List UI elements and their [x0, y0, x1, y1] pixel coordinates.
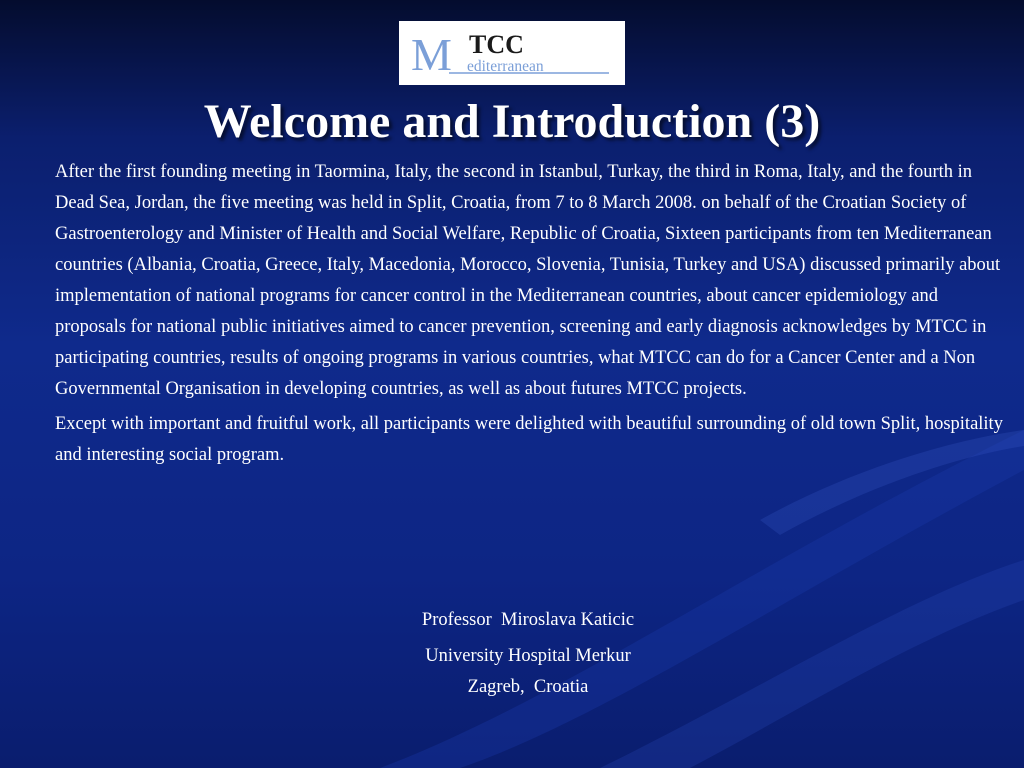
mtcc-logo-mark: [409, 27, 615, 79]
body-paragraph-1: After the first founding meeting in Taormina, Italy, the second in Istanbul, Turkay, the third in Roma, Italy, and the fourth in Dead Sea, Jordan, the five meeting was held in Split, Croatia, from 7 to 8 March 2008. on behalf of the Croatian Society of Gastroenterology and Minister of Health and Social Welfare, Republic of Croatia, Sixteen participants from ten Mediterranean countries (Albania, Croatia, Greece, Italy, Macedonia, Morocco, Slovenia, Tunisia, Turkey and USA) discussed primarily about implementation of national programs for cancer control in the Mediterranean countries, about cancer epidemiology and proposals for national public initiatives aimed to cancer prevention, screening and early diagnosis acknowledges by MTCC in participating countries, results of ongoing programs in various countries, what MTCC can do for a Cancer Center and a Non Governmental Organisation in developing countries, as well as about futures MTCC projects.: [55, 162, 1001, 399]
logo-bottom-text: editerranean: [467, 58, 544, 75]
signature-name: Professor Miroslava Katicic: [421, 610, 635, 630]
logo-big-letter: M: [411, 29, 452, 79]
signature-location: Zagreb, Croatia: [467, 677, 589, 697]
slide-body: [55, 157, 1005, 475]
logo-top-text: TCC: [469, 30, 524, 59]
slide-title: Welcome and Introduction (3): [203, 95, 821, 148]
signature-affiliation: University Hospital Merkur: [425, 646, 631, 666]
signature-block: [0, 605, 1024, 703]
mtcc-logo: [399, 21, 625, 85]
body-paragraph-2: Except with important and fruitful work, all participants were delighted with beautiful surrounding of old town Split, hospitality and interesting social program.: [55, 414, 1003, 465]
